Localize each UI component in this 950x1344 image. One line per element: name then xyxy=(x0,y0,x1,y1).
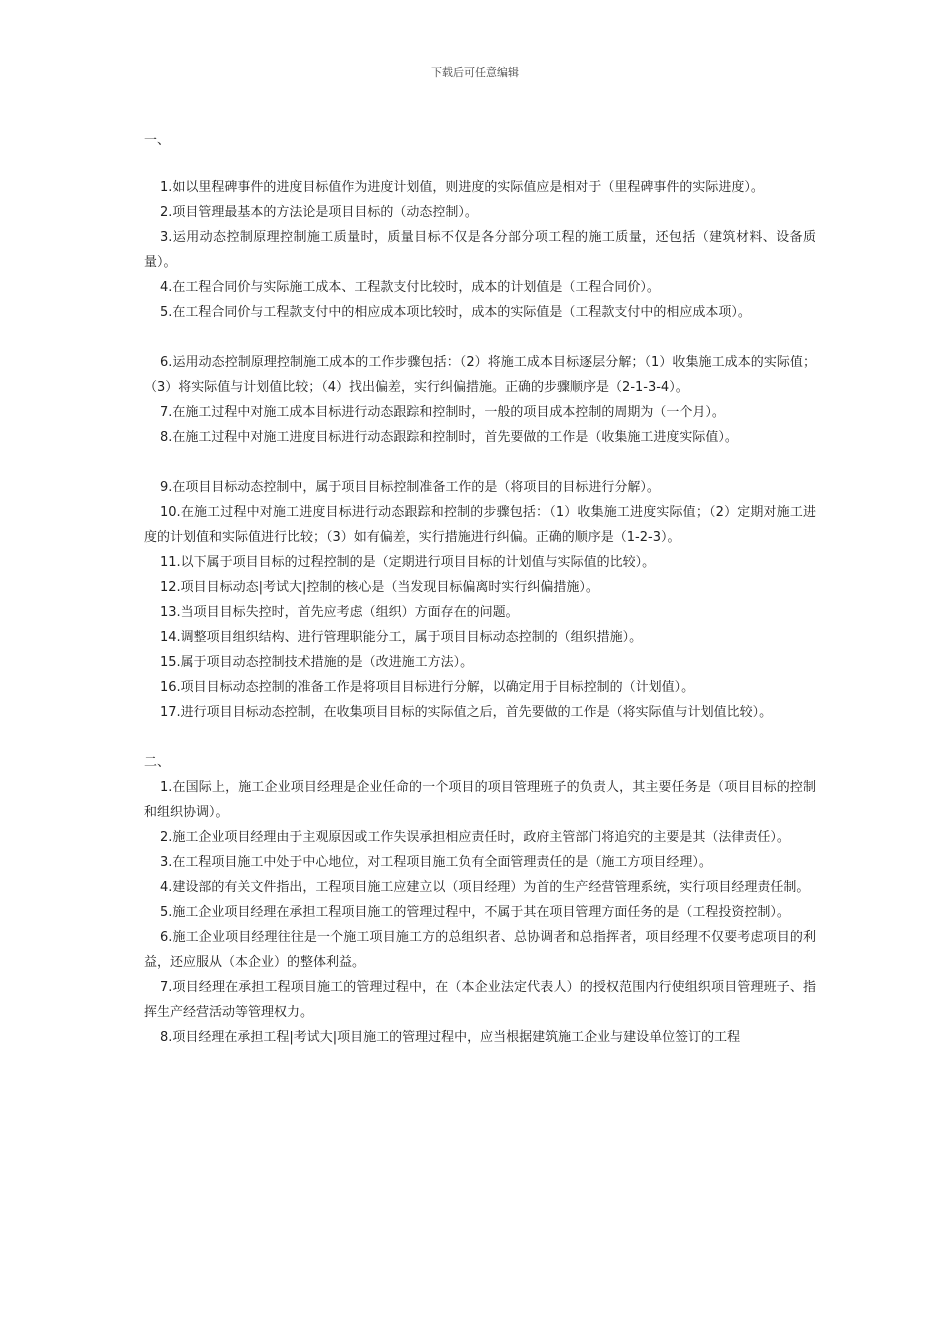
list-item: 15.属于项目动态控制技术措施的是（改进施工方法）。 xyxy=(160,655,474,670)
list-item: 3.运用动态控制原理控制施工质量时，质量目标不仅是各分部分项工程的施工质量，还包括（建筑材料、设备质量）。 xyxy=(144,230,816,270)
document-body xyxy=(144,128,816,1050)
list-item: 10.在施工过程中对施工进度目标进行动态跟踪和控制的步骤包括：（1）收集施工进度实际值；（2）定期对施工进度的计划值和实际值进行比较；（3）如有偏差，实行措施进行纠偏。正确的顺序是（1-2-3）。 xyxy=(144,505,816,545)
list-item: 4.建设部的有关文件指出，工程项目施工应建立以（项目经理）为首的生产经营管理系统，实行项目经理责任制。 xyxy=(160,880,810,895)
section-title-2: 二、 xyxy=(144,755,171,770)
list-item: 8.项目经理在承担工程|考试大|项目施工的管理过程中，应当根据建筑施工企业与建设单位签订的工程 xyxy=(160,1030,741,1045)
list-item: 17.进行项目目标动态控制，在收集项目目标的实际值之后，首先要做的工作是（将实际值与计划值比较）。 xyxy=(160,705,773,720)
list-item: 2.施工企业项目经理由于主观原因或工作失误承担相应责任时，政府主管部门将追究的主要是其（法律责任）。 xyxy=(160,830,790,845)
list-item: 1.在国际上，施工企业项目经理是企业任命的一个项目的项目管理班子的负责人，其主要任务是（项目目标的控制和组织协调）。 xyxy=(144,780,816,820)
list-item: 13.当项目目标失控时，首先应考虑（组织）方面存在的问题。 xyxy=(160,605,519,620)
page-header: 下载后可任意编辑 xyxy=(431,66,519,79)
list-item: 9.在项目目标动态控制中，属于项目目标控制准备工作的是（将项目的目标进行分解）。 xyxy=(160,480,660,495)
list-item: 12.项目目标动态|考试大|控制的核心是（当发现目标偏离时实行纠偏措施）。 xyxy=(160,580,599,595)
list-item: 8.在施工过程中对施工进度目标进行动态跟踪和控制时，首先要做的工作是（收集施工进度实际值）。 xyxy=(160,430,738,445)
spacer xyxy=(144,153,816,175)
section-title-1: 一、 xyxy=(144,133,171,148)
list-item: 11.以下属于项目目标的过程控制的是（定期进行项目目标的计划值与实际值的比较）。 xyxy=(160,555,656,570)
list-item: 7.在施工过程中对施工成本目标进行动态跟踪和控制时，一般的项目成本控制的周期为（一个月）。 xyxy=(160,405,725,420)
list-item: 3.在工程项目施工中处于中心地位，对工程项目施工负有全面管理责任的是（施工方项目经理）。 xyxy=(160,855,712,870)
spacer xyxy=(144,450,816,475)
list-item: 16.项目目标动态控制的准备工作是将项目目标进行分解，以确定用于目标控制的（计划值）。 xyxy=(160,680,695,695)
list-item: 7.项目经理在承担工程项目施工的管理过程中，在（本企业法定代表人）的授权范围内行使组织项目管理班子、指挥生产经营活动等管理权力。 xyxy=(144,980,816,1020)
list-item: 5.在工程合同价与工程款支付中的相应成本项比较时，成本的实际值是（工程款支付中的相应成本项）。 xyxy=(160,305,751,320)
list-item: 14.调整项目组织结构、进行管理职能分工，属于项目目标动态控制的（组织措施）。 xyxy=(160,630,643,645)
list-item: 2.项目管理最基本的方法论是项目目标的（动态控制）。 xyxy=(160,205,478,220)
list-item: 6.施工企业项目经理往往是一个施工项目施工方的总组织者、总协调者和总指挥者，项目经理不仅要考虑项目的利益，还应服从（本企业）的整体利益。 xyxy=(144,930,816,970)
list-item: 1.如以里程碑事件的进度目标值作为进度计划值，则进度的实际值应是相对于（里程碑事件的实际进度）。 xyxy=(160,180,764,195)
spacer xyxy=(144,325,816,350)
list-item: 4.在工程合同价与实际施工成本、工程款支付比较时，成本的计划值是（工程合同价）。 xyxy=(160,280,660,295)
spacer xyxy=(144,725,816,750)
list-item: 6.运用动态控制原理控制施工成本的工作步骤包括：（2）将施工成本目标逐层分解；（1）收集施工成本的实际值；（3）将实际值与计划值比较；（4）找出偏差，实行纠偏措施。正确的步骤顺序是（2-1-3-4）。 xyxy=(144,355,816,395)
list-item: 5.施工企业项目经理在承担工程项目施工的管理过程中，不属于其在项目管理方面任务的是（工程投资控制）。 xyxy=(160,905,790,920)
